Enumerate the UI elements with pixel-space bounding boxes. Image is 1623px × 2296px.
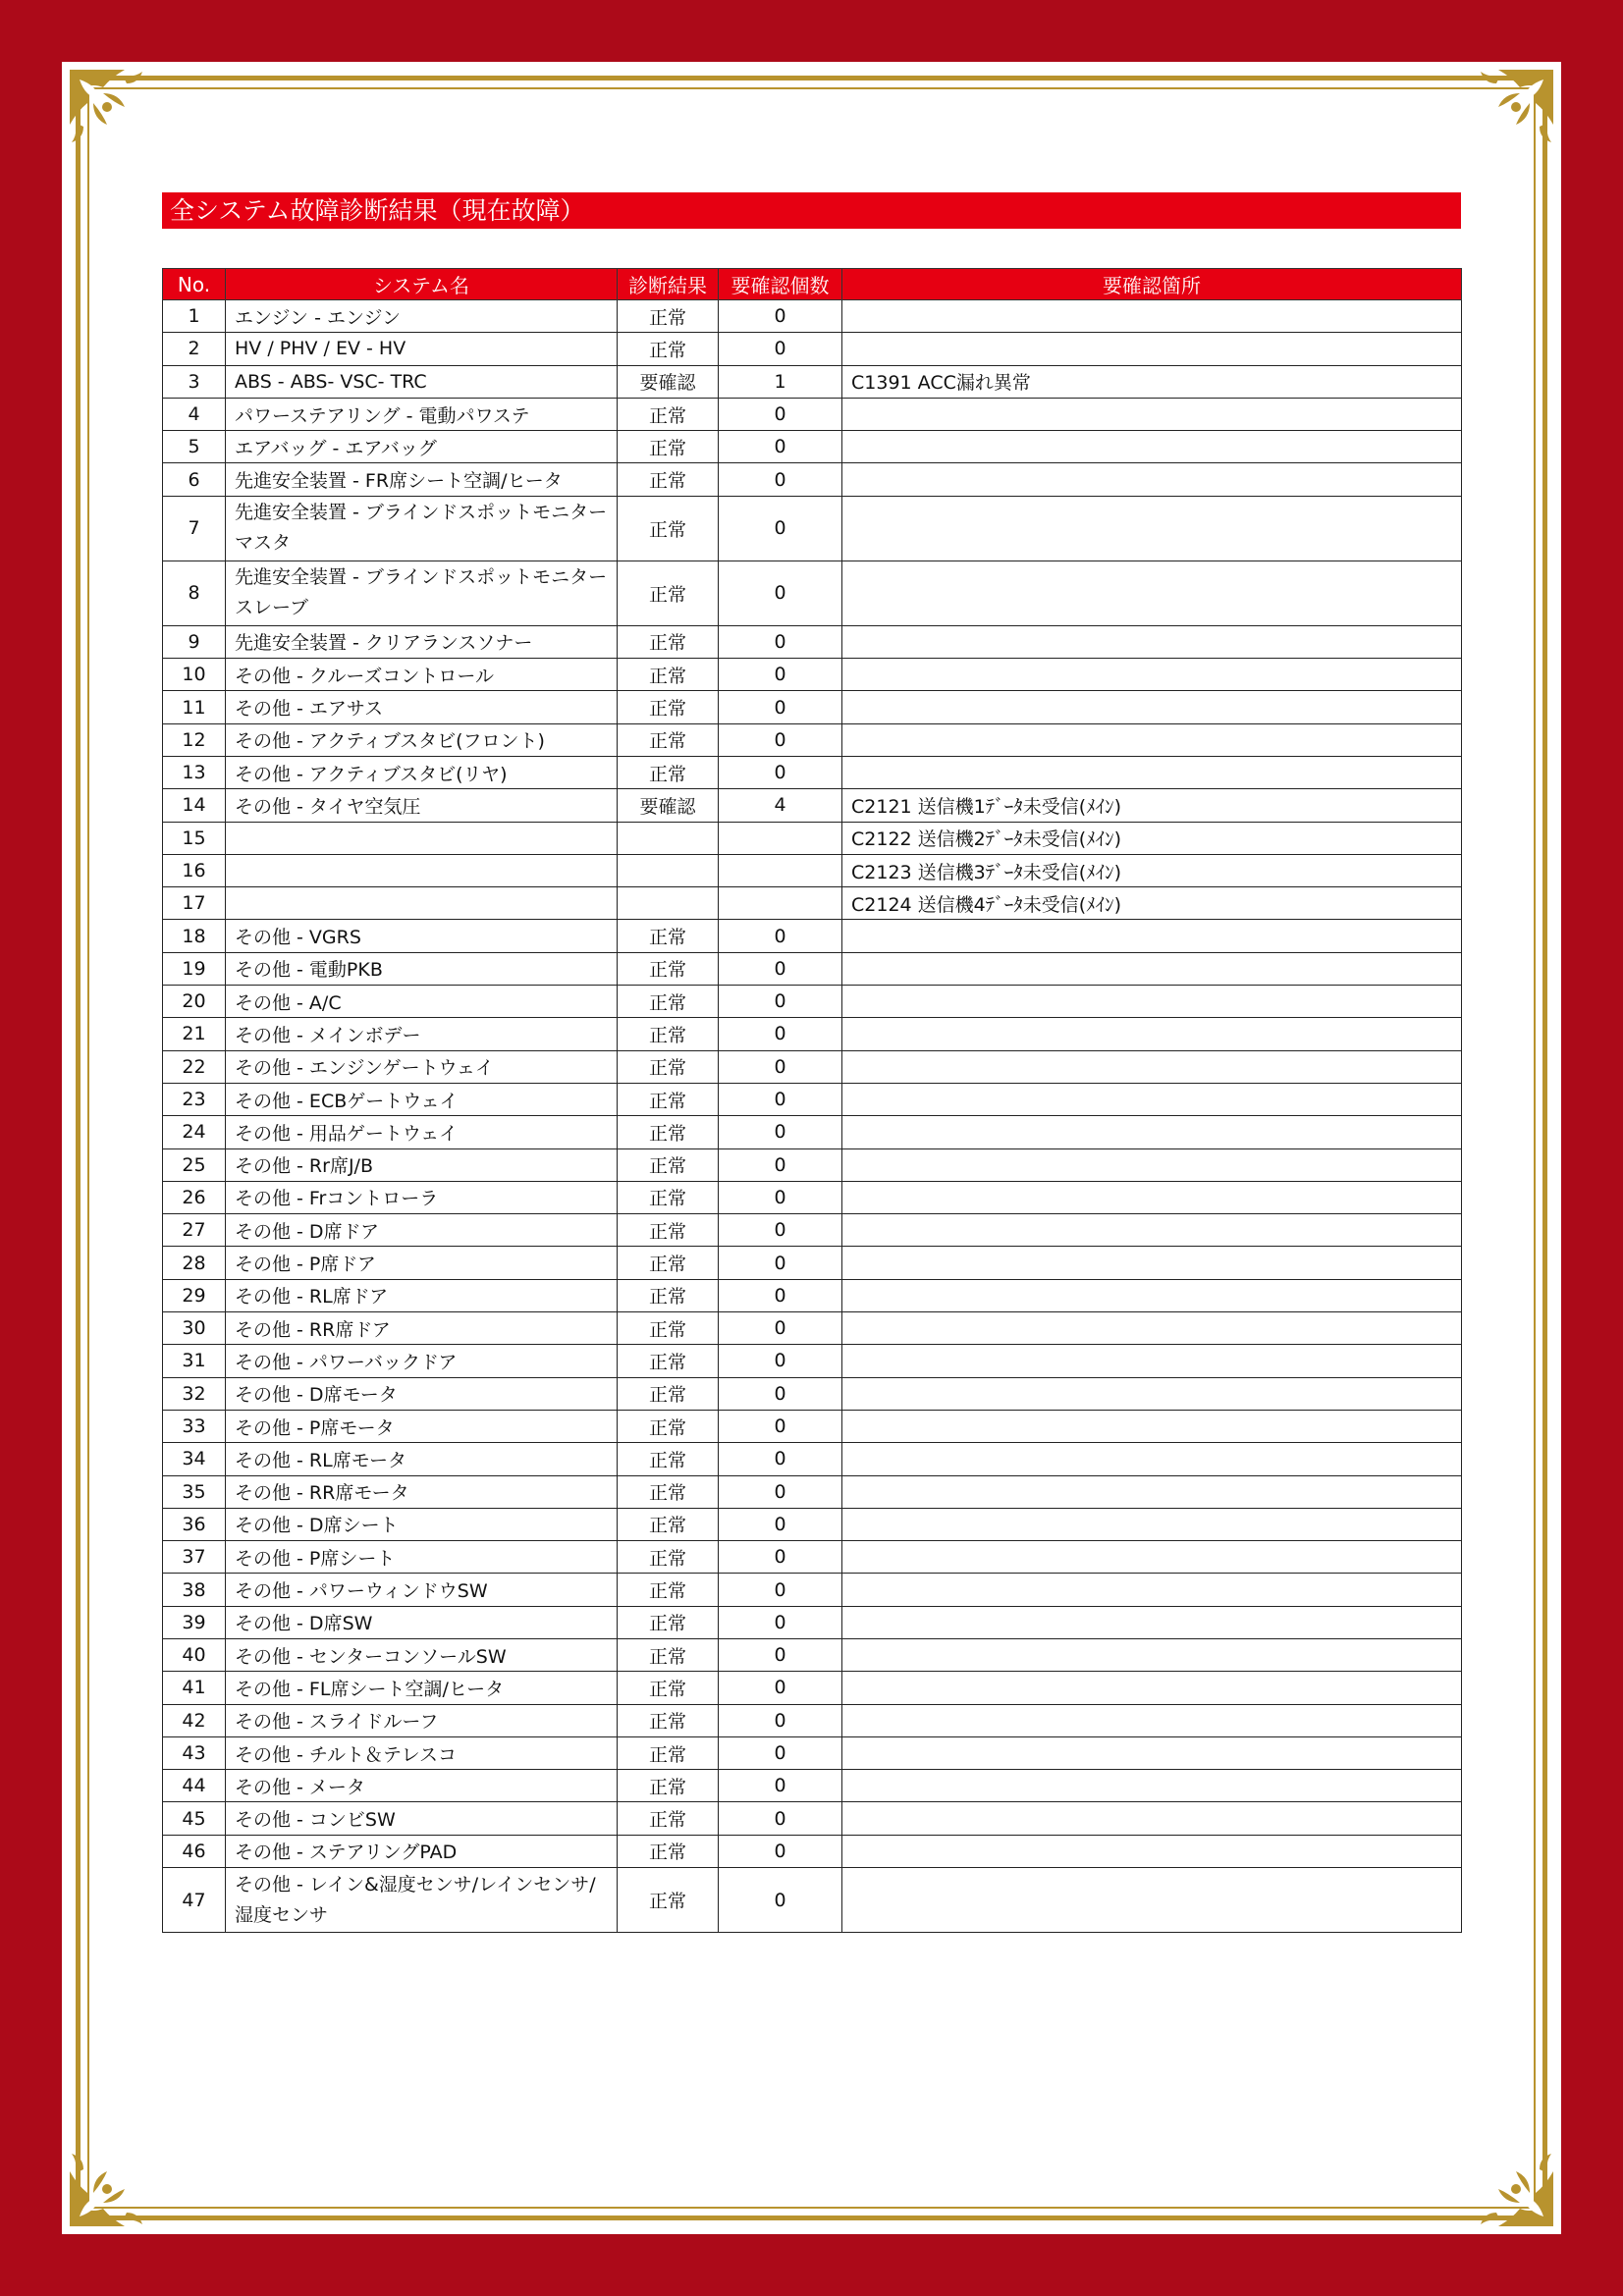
location-cell: [842, 1802, 1462, 1835]
result-cell: 正常: [618, 625, 719, 658]
count-cell: 0: [719, 1312, 842, 1345]
count-cell: [719, 887, 842, 920]
row-number: 5: [163, 431, 226, 463]
header-no: No.: [163, 269, 226, 300]
system-name-cell: その他 - RR席モータ: [226, 1475, 618, 1508]
location-cell: [842, 625, 1462, 658]
table-row: [163, 1606, 1462, 1638]
result-cell: 正常: [618, 1508, 719, 1540]
system-name-cell: その他 - P席ドア: [226, 1247, 618, 1279]
count-cell: 0: [719, 691, 842, 723]
row-number: 16: [163, 854, 226, 886]
row-number: 21: [163, 1018, 226, 1050]
row-number: 22: [163, 1050, 226, 1083]
system-name-cell: その他 - エアサス: [226, 691, 618, 723]
result-cell: 正常: [618, 1541, 719, 1574]
result-cell: 正常: [618, 333, 719, 365]
table-row: [163, 887, 1462, 920]
row-number: 32: [163, 1377, 226, 1410]
location-cell: [842, 1736, 1462, 1769]
page-title: 全システム故障診断結果（現在故障）: [162, 192, 1461, 229]
count-cell: [719, 822, 842, 854]
table-row: [163, 1018, 1462, 1050]
location-cell: [842, 1443, 1462, 1475]
system-name-cell: [226, 887, 618, 920]
row-number: 46: [163, 1835, 226, 1867]
result-cell: 正常: [618, 431, 719, 463]
table-row: [163, 333, 1462, 365]
corner-ornament-icon: [1469, 2142, 1559, 2232]
row-number: 11: [163, 691, 226, 723]
table-row: [163, 1214, 1462, 1247]
location-cell: [842, 1312, 1462, 1345]
header-count: 要確認個数: [719, 269, 842, 300]
row-number: 30: [163, 1312, 226, 1345]
result-cell: [618, 887, 719, 920]
result-cell: 正常: [618, 1018, 719, 1050]
result-cell: 正常: [618, 496, 719, 561]
table-row: [163, 1835, 1462, 1867]
system-name-cell: その他 - 用品ゲートウェイ: [226, 1116, 618, 1148]
result-cell: 正常: [618, 756, 719, 788]
system-name-cell: その他 - D席SW: [226, 1606, 618, 1638]
count-cell: 0: [719, 1279, 842, 1311]
result-cell: 正常: [618, 1443, 719, 1475]
table-row: [163, 1574, 1462, 1606]
result-cell: 正常: [618, 1050, 719, 1083]
count-cell: 0: [719, 1148, 842, 1181]
location-cell: [842, 1508, 1462, 1540]
system-name-cell: その他 - 電動PKB: [226, 952, 618, 985]
location-cell: [842, 1770, 1462, 1802]
location-cell: C2122 送信機2ﾃﾞｰﾀ未受信(ﾒｲﾝ): [842, 822, 1462, 854]
result-cell: 正常: [618, 1312, 719, 1345]
system-name-cell: [226, 822, 618, 854]
count-cell: 0: [719, 723, 842, 756]
count-cell: 0: [719, 1018, 842, 1050]
row-number: 27: [163, 1214, 226, 1247]
table-row: [163, 1050, 1462, 1083]
table-row: [163, 1638, 1462, 1671]
row-number: 7: [163, 496, 226, 561]
table-row: [163, 300, 1462, 333]
table-row: [163, 691, 1462, 723]
result-cell: 正常: [618, 1606, 719, 1638]
count-cell: 0: [719, 1345, 842, 1377]
system-name-cell: その他 - アクティブスタビ(フロント): [226, 723, 618, 756]
location-cell: [842, 1475, 1462, 1508]
row-number: 19: [163, 952, 226, 985]
system-name-cell: その他 - メインボデー: [226, 1018, 618, 1050]
row-number: 8: [163, 561, 226, 625]
table-row: [163, 1345, 1462, 1377]
count-cell: 0: [719, 986, 842, 1018]
result-cell: 正常: [618, 986, 719, 1018]
count-cell: 0: [719, 1377, 842, 1410]
row-number: 41: [163, 1672, 226, 1704]
result-cell: 正常: [618, 1475, 719, 1508]
row-number: 23: [163, 1083, 226, 1115]
count-cell: 0: [719, 625, 842, 658]
row-number: 33: [163, 1410, 226, 1442]
result-cell: 正常: [618, 1802, 719, 1835]
system-name-cell: 先進安全装置 - ブラインドスポットモニター スレーブ: [226, 561, 618, 625]
row-number: 6: [163, 463, 226, 496]
system-name-cell: HV / PHV / EV - HV: [226, 333, 618, 365]
table-row: [163, 952, 1462, 985]
result-cell: 正常: [618, 659, 719, 691]
location-cell: [842, 1214, 1462, 1247]
corner-ornament-icon: [1469, 64, 1559, 154]
count-cell: 0: [719, 561, 842, 625]
location-cell: [842, 300, 1462, 333]
system-name-cell: 先進安全装置 - FR席シート空調/ヒータ: [226, 463, 618, 496]
location-cell: [842, 561, 1462, 625]
row-number: 13: [163, 756, 226, 788]
count-cell: 0: [719, 1638, 842, 1671]
row-number: 24: [163, 1116, 226, 1148]
table-row: [163, 1704, 1462, 1736]
location-cell: [842, 1083, 1462, 1115]
row-number: 36: [163, 1508, 226, 1540]
count-cell: 0: [719, 1541, 842, 1574]
system-name-cell: その他 - D席モータ: [226, 1377, 618, 1410]
system-name-cell: その他 - レイン&湿度センサ/レインセンサ/湿度センサ: [226, 1868, 618, 1933]
system-name-cell: その他 - FL席シート空調/ヒータ: [226, 1672, 618, 1704]
result-cell: 正常: [618, 1672, 719, 1704]
table-row: [163, 1443, 1462, 1475]
location-cell: [842, 1148, 1462, 1181]
header-result: 診断結果: [618, 269, 719, 300]
header-system-name: システム名: [226, 269, 618, 300]
location-cell: [842, 1377, 1462, 1410]
result-cell: 正常: [618, 1345, 719, 1377]
system-name-cell: その他 - チルト＆テレスコ: [226, 1736, 618, 1769]
table-row: [163, 1541, 1462, 1574]
system-name-cell: ABS - ABS- VSC- TRC: [226, 365, 618, 398]
row-number: 34: [163, 1443, 226, 1475]
diagnosis-table: [162, 268, 1462, 1933]
row-number: 37: [163, 1541, 226, 1574]
row-number: 42: [163, 1704, 226, 1736]
location-cell: [842, 691, 1462, 723]
count-cell: 1: [719, 365, 842, 398]
result-cell: 要確認: [618, 789, 719, 822]
count-cell: 0: [719, 1443, 842, 1475]
system-name-cell: その他 - D席ドア: [226, 1214, 618, 1247]
system-name-cell: パワーステアリング - 電動パワステ: [226, 398, 618, 430]
system-name-cell: その他 - エンジンゲートウェイ: [226, 1050, 618, 1083]
system-name-cell: その他 - クルーズコントロール: [226, 659, 618, 691]
table-row: [163, 431, 1462, 463]
row-number: 29: [163, 1279, 226, 1311]
location-cell: [842, 1181, 1462, 1213]
result-cell: [618, 854, 719, 886]
count-cell: 0: [719, 1247, 842, 1279]
location-cell: [842, 431, 1462, 463]
row-number: 38: [163, 1574, 226, 1606]
row-number: 45: [163, 1802, 226, 1835]
result-cell: 正常: [618, 398, 719, 430]
row-number: 43: [163, 1736, 226, 1769]
system-name-cell: その他 - P席モータ: [226, 1410, 618, 1442]
row-number: 14: [163, 789, 226, 822]
count-cell: 0: [719, 1475, 842, 1508]
table-row: [163, 625, 1462, 658]
location-cell: [842, 1574, 1462, 1606]
table-row: [163, 1868, 1462, 1933]
row-number: 1: [163, 300, 226, 333]
location-cell: [842, 1345, 1462, 1377]
system-name-cell: その他 - Rr席J/B: [226, 1148, 618, 1181]
location-cell: C2123 送信機3ﾃﾞｰﾀ未受信(ﾒｲﾝ): [842, 854, 1462, 886]
result-cell: 正常: [618, 920, 719, 952]
result-cell: 正常: [618, 1574, 719, 1606]
location-cell: [842, 1018, 1462, 1050]
location-cell: [842, 1704, 1462, 1736]
table-row: [163, 822, 1462, 854]
table-row: [163, 398, 1462, 430]
table-row: [163, 561, 1462, 625]
table-row: [163, 659, 1462, 691]
corner-ornament-icon: [64, 2142, 154, 2232]
result-cell: 正常: [618, 1377, 719, 1410]
location-cell: C2124 送信機4ﾃﾞｰﾀ未受信(ﾒｲﾝ): [842, 887, 1462, 920]
row-number: 31: [163, 1345, 226, 1377]
system-name-cell: その他 - RL席モータ: [226, 1443, 618, 1475]
row-number: 4: [163, 398, 226, 430]
location-cell: [842, 463, 1462, 496]
system-name-cell: 先進安全装置 - クリアランスソナー: [226, 625, 618, 658]
location-cell: [842, 1116, 1462, 1148]
row-number: 35: [163, 1475, 226, 1508]
count-cell: 0: [719, 1214, 842, 1247]
location-cell: [842, 659, 1462, 691]
system-name-cell: その他 - ステアリングPAD: [226, 1835, 618, 1867]
table-row: [163, 920, 1462, 952]
location-cell: [842, 952, 1462, 985]
table-row: [163, 1377, 1462, 1410]
report-page: [62, 62, 1561, 2234]
row-number: 44: [163, 1770, 226, 1802]
table-body: [163, 300, 1462, 1933]
result-cell: 正常: [618, 1770, 719, 1802]
system-name-cell: その他 - ECBゲートウェイ: [226, 1083, 618, 1115]
count-cell: 0: [719, 1770, 842, 1802]
location-cell: [842, 398, 1462, 430]
system-name-cell: その他 - スライドルーフ: [226, 1704, 618, 1736]
result-cell: 正常: [618, 1148, 719, 1181]
count-cell: 0: [719, 756, 842, 788]
count-cell: 0: [719, 1508, 842, 1540]
location-cell: [842, 1410, 1462, 1442]
result-cell: 正常: [618, 952, 719, 985]
table-row: [163, 1181, 1462, 1213]
result-cell: 正常: [618, 723, 719, 756]
system-name-cell: その他 - VGRS: [226, 920, 618, 952]
count-cell: 0: [719, 463, 842, 496]
count-cell: 0: [719, 1116, 842, 1148]
count-cell: 0: [719, 1606, 842, 1638]
table-row: [163, 1736, 1462, 1769]
row-number: 15: [163, 822, 226, 854]
result-cell: 正常: [618, 1279, 719, 1311]
count-cell: 0: [719, 398, 842, 430]
system-name-cell: その他 - コンビSW: [226, 1802, 618, 1835]
system-name-cell: その他 - A/C: [226, 986, 618, 1018]
system-name-cell: エンジン - エンジン: [226, 300, 618, 333]
table-row: [163, 1279, 1462, 1311]
location-cell: [842, 1606, 1462, 1638]
location-cell: [842, 1672, 1462, 1704]
table-row: [163, 1672, 1462, 1704]
result-cell: 正常: [618, 1116, 719, 1148]
location-cell: C1391 ACC漏れ異常: [842, 365, 1462, 398]
table-row: [163, 1475, 1462, 1508]
table-row: [163, 1247, 1462, 1279]
result-cell: 正常: [618, 1410, 719, 1442]
row-number: 9: [163, 625, 226, 658]
system-name-cell: エアバッグ - エアバッグ: [226, 431, 618, 463]
count-cell: [719, 854, 842, 886]
table-header-row: [163, 269, 1462, 300]
row-number: 20: [163, 986, 226, 1018]
location-cell: [842, 496, 1462, 561]
result-cell: 要確認: [618, 365, 719, 398]
count-cell: 0: [719, 1835, 842, 1867]
count-cell: 0: [719, 1868, 842, 1933]
count-cell: 0: [719, 659, 842, 691]
system-name-cell: その他 - タイヤ空気圧: [226, 789, 618, 822]
system-name-cell: 先進安全装置 - ブラインドスポットモニター マスタ: [226, 496, 618, 561]
system-name-cell: その他 - アクティブスタビ(リヤ): [226, 756, 618, 788]
table-row: [163, 1312, 1462, 1345]
result-cell: 正常: [618, 1835, 719, 1867]
count-cell: 0: [719, 496, 842, 561]
row-number: 12: [163, 723, 226, 756]
result-cell: 正常: [618, 1214, 719, 1247]
row-number: 10: [163, 659, 226, 691]
count-cell: 0: [719, 1574, 842, 1606]
table-row: [163, 1770, 1462, 1802]
row-number: 39: [163, 1606, 226, 1638]
table-row: [163, 756, 1462, 788]
location-cell: [842, 1868, 1462, 1933]
count-cell: 0: [719, 1083, 842, 1115]
row-number: 3: [163, 365, 226, 398]
count-cell: 0: [719, 920, 842, 952]
location-cell: [842, 920, 1462, 952]
count-cell: 0: [719, 1704, 842, 1736]
system-name-cell: その他 - センターコンソールSW: [226, 1638, 618, 1671]
location-cell: [842, 1247, 1462, 1279]
system-name-cell: その他 - パワーバックドア: [226, 1345, 618, 1377]
count-cell: 0: [719, 1181, 842, 1213]
row-number: 18: [163, 920, 226, 952]
result-cell: 正常: [618, 1247, 719, 1279]
system-name-cell: その他 - Frコントローラ: [226, 1181, 618, 1213]
system-name-cell: その他 - メータ: [226, 1770, 618, 1802]
location-cell: [842, 333, 1462, 365]
count-cell: 0: [719, 300, 842, 333]
table-row: [163, 789, 1462, 822]
system-name-cell: その他 - P席シート: [226, 1541, 618, 1574]
table-row: [163, 365, 1462, 398]
count-cell: 0: [719, 1410, 842, 1442]
result-cell: 正常: [618, 1083, 719, 1115]
count-cell: 0: [719, 1802, 842, 1835]
result-cell: 正常: [618, 691, 719, 723]
result-cell: 正常: [618, 561, 719, 625]
result-cell: 正常: [618, 1736, 719, 1769]
system-name-cell: その他 - RL席ドア: [226, 1279, 618, 1311]
count-cell: 0: [719, 333, 842, 365]
row-number: 25: [163, 1148, 226, 1181]
row-number: 47: [163, 1868, 226, 1933]
result-cell: [618, 822, 719, 854]
location-cell: [842, 756, 1462, 788]
table-row: [163, 723, 1462, 756]
location-cell: [842, 1541, 1462, 1574]
result-cell: 正常: [618, 1181, 719, 1213]
row-number: 28: [163, 1247, 226, 1279]
table-row: [163, 463, 1462, 496]
location-cell: [842, 1050, 1462, 1083]
location-cell: [842, 986, 1462, 1018]
corner-ornament-icon: [64, 64, 154, 154]
table-row: [163, 1508, 1462, 1540]
system-name-cell: [226, 854, 618, 886]
row-number: 26: [163, 1181, 226, 1213]
header-location: 要確認箇所: [842, 269, 1462, 300]
result-cell: 正常: [618, 1868, 719, 1933]
row-number: 17: [163, 887, 226, 920]
result-cell: 正常: [618, 1704, 719, 1736]
row-number: 2: [163, 333, 226, 365]
result-cell: 正常: [618, 1638, 719, 1671]
count-cell: 0: [719, 1050, 842, 1083]
location-cell: C2121 送信機1ﾃﾞｰﾀ未受信(ﾒｲﾝ): [842, 789, 1462, 822]
table-row: [163, 1410, 1462, 1442]
count-cell: 0: [719, 431, 842, 463]
location-cell: [842, 1835, 1462, 1867]
table-row: [163, 986, 1462, 1018]
system-name-cell: その他 - パワーウィンドウSW: [226, 1574, 618, 1606]
table-row: [163, 1148, 1462, 1181]
system-name-cell: その他 - RR席ドア: [226, 1312, 618, 1345]
table-row: [163, 496, 1462, 561]
result-cell: 正常: [618, 463, 719, 496]
location-cell: [842, 1638, 1462, 1671]
row-number: 40: [163, 1638, 226, 1671]
count-cell: 4: [719, 789, 842, 822]
table-row: [163, 1116, 1462, 1148]
count-cell: 0: [719, 1672, 842, 1704]
location-cell: [842, 723, 1462, 756]
count-cell: 0: [719, 952, 842, 985]
result-cell: 正常: [618, 300, 719, 333]
table-row: [163, 1802, 1462, 1835]
system-name-cell: その他 - D席シート: [226, 1508, 618, 1540]
table-row: [163, 854, 1462, 886]
table-row: [163, 1083, 1462, 1115]
count-cell: 0: [719, 1736, 842, 1769]
location-cell: [842, 1279, 1462, 1311]
